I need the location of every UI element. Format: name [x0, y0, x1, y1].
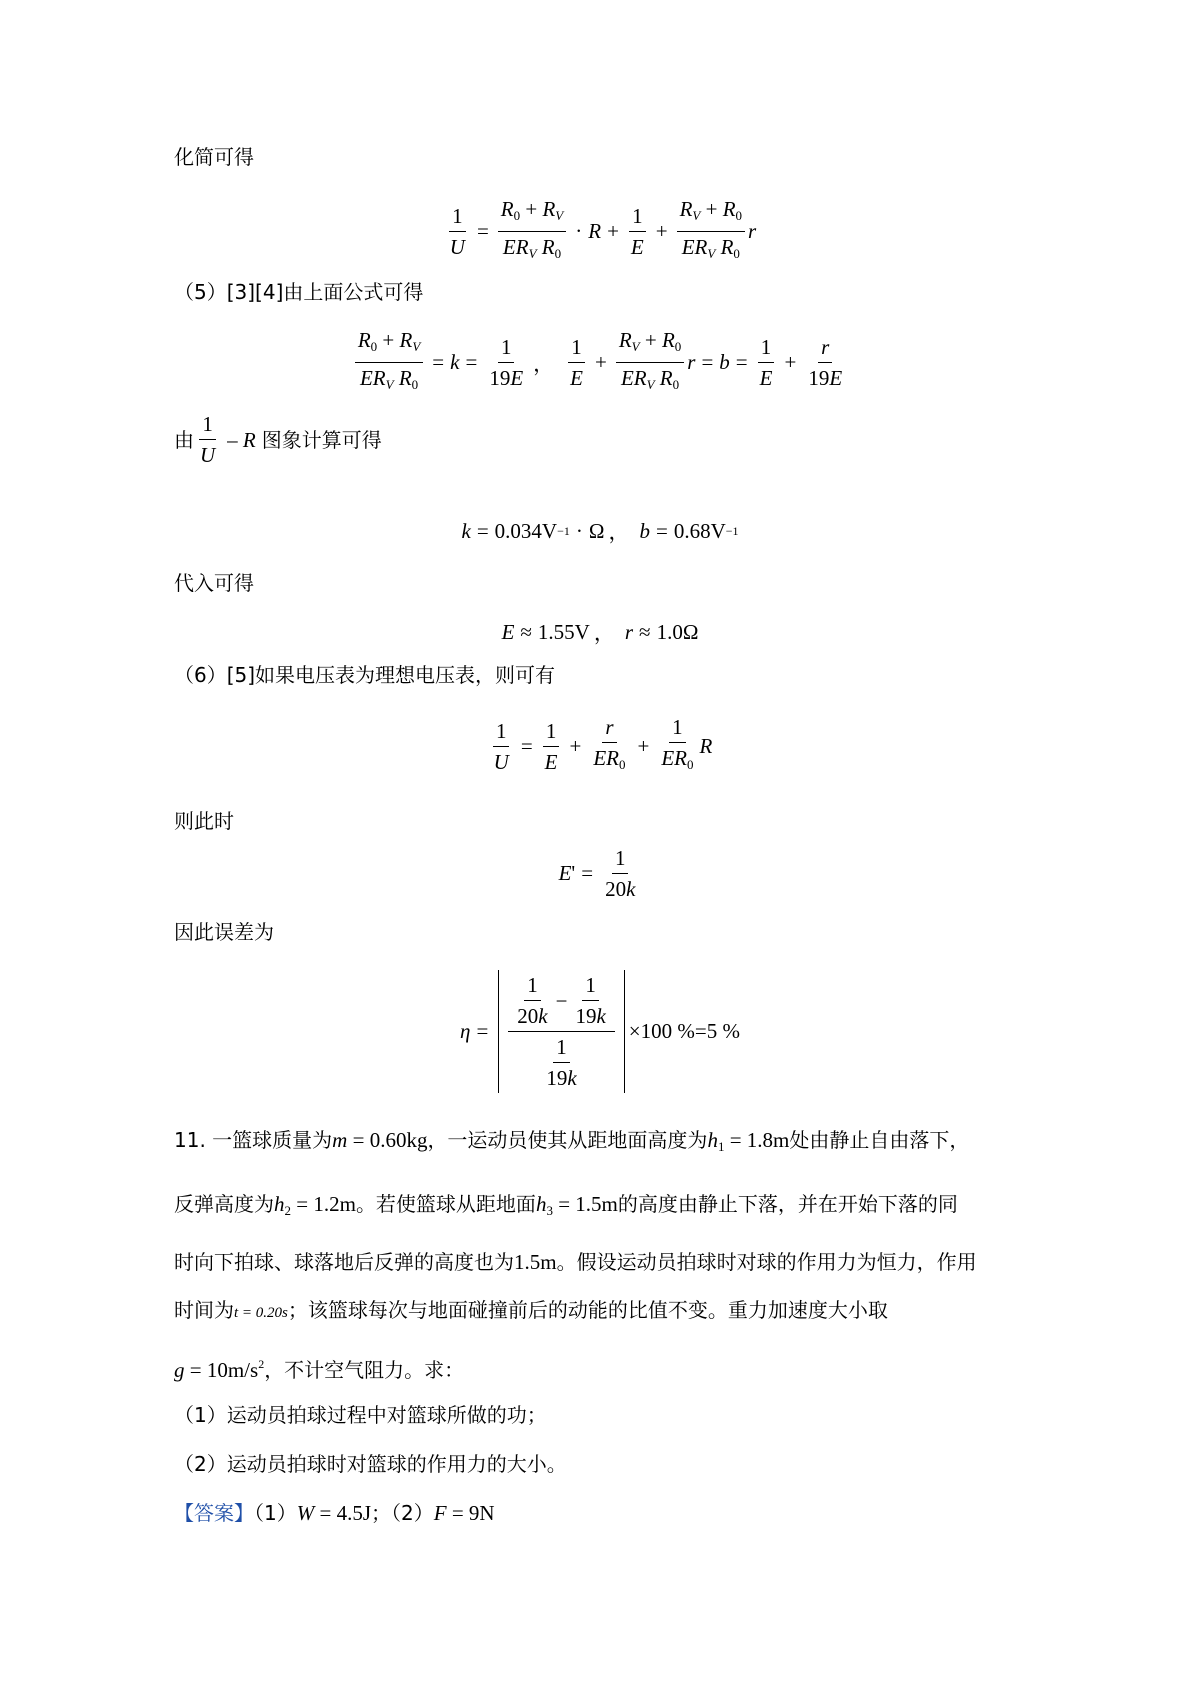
- equation-2: $\frac{R_0 + RV}{ERV R_0}$ = k = $\frac{1}{19E}$ ， $\frac{1}{E}$ + $\frac{RV + R_0}{ERV R_0}$ r = b = $\frac{1}{E}$ + $\frac{r}{19E}$: [0, 327, 1200, 398]
- problem11-line3: [174, 1248, 977, 1276]
- r-value: 1.0: [656, 619, 683, 644]
- text-by-pre: 由: [174, 427, 194, 452]
- p11-line4-b: ；该篮球每次与地面碰撞前后的动能的比值不变。重力加速度大小取: [287, 1298, 888, 1322]
- p11-line1-b: ，一运动员使其从距地面高度为: [427, 1128, 708, 1152]
- text-then: 则此时: [174, 809, 234, 833]
- p11-line1-a: 11. 一篮球质量为: [174, 1128, 333, 1152]
- percent-expr: ×100 %=5 %: [628, 1019, 740, 1043]
- answer-1-label: （1）: [254, 1501, 297, 1525]
- p11-line3-b: 。假设运动员拍球时对球的作用力为恒力，作用: [556, 1250, 977, 1274]
- text-q5-intro: （5）[3][4]由上面公式可得: [174, 280, 424, 304]
- p11-g-value: 10m/s: [206, 1358, 259, 1382]
- text-q6-intro: （6）[5]如果电压表为理想电压表，则可有: [174, 663, 556, 687]
- p11-line3-a: 时向下拍球、球落地后反弹的高度也为: [174, 1250, 514, 1274]
- equation-k-b: k = 0.034 V −1 · Ω ， b = 0.68 V −1: [461, 518, 739, 544]
- k-value: 0.034: [494, 518, 542, 543]
- problem11-line1: 11. 一篮球质量为m = 0.60kg，一运动员使其从距地面高度为$h_1 = 1.8m$处由静止自由落下，: [174, 1128, 970, 1154]
- text-by-post: 图象计算可得: [261, 427, 382, 452]
- equation-1: $\frac{1}{U}$ = $\frac{R_0 + RV}{ERV R_0}$ · R + $\frac{1}{E}$ + $\frac{RV + R_0}{ERV R_0}$ r: [449, 197, 757, 261]
- p11-line5-b: ，不计空气阻力。求：: [264, 1358, 465, 1382]
- answer-1-value: 4.5J: [336, 1501, 372, 1525]
- equation-eta: η = $\frac{1}{20k}$ − $\frac{1}{19k}$ $\frac{1}{19k}$ ×100 %=5 %: [0, 970, 1200, 1093]
- text-simplify: 化简可得: [174, 145, 254, 169]
- problem11-sub2: （2）运动员拍球时对篮球的作用力的大小。: [174, 1452, 567, 1476]
- p11-h1-value: 1.8m: [746, 1128, 790, 1152]
- problem11-line4: [174, 1296, 888, 1327]
- answer-sep: ；（2）: [371, 1501, 434, 1525]
- E-value: 1.55: [537, 619, 575, 644]
- equation-E-prime: E ' = $\frac{1}{20k}$: [558, 846, 636, 901]
- p11-line4-a: 时间为: [174, 1298, 234, 1322]
- p11-line1-c: 处由静止自由落下，: [789, 1128, 970, 1152]
- p11-h2-value: 1.2m: [313, 1192, 356, 1216]
- equation-E-r: E ≈ 1.55 V ， r ≈ 1.0 Ω: [501, 619, 699, 645]
- problem11-line2: 反弹高度为$h_2 = 1.2m$。若使篮球从距地面$h_3 = 1.5m$的高度由静止下落，并在开始下落的同: [174, 1192, 958, 1218]
- p11-h-value: 1.5m: [514, 1250, 557, 1274]
- text-hence: 因此误差为: [174, 920, 274, 944]
- text-substitute: 代入可得: [174, 571, 254, 595]
- problem11-answer: 【答案】（1）W = 4.5J；（2）F = 9N: [174, 1501, 495, 1525]
- b-value: 0.68: [673, 518, 711, 543]
- answer-mark: 【答案】: [174, 1501, 254, 1525]
- p11-line2-a: 反弹高度为: [174, 1192, 274, 1216]
- answer-2-value: 9N: [468, 1501, 495, 1525]
- p11-line2-c: 的高度由静止下落，并在开始下落的同: [617, 1192, 958, 1216]
- problem11-sub1: （1）运动员拍球过程中对篮球所做的功；: [174, 1403, 547, 1427]
- p11-line2-b: 。若使篮球从距地面: [355, 1192, 536, 1216]
- problem11-line5: $g = 10m/s^2$，不计空气阻力。求：: [174, 1357, 465, 1382]
- text-by-graph: 由 $\frac{1}{U}$ – R 图象计算可得: [174, 412, 382, 467]
- equation-ideal: $\frac{1}{U}$ = $\frac{1}{E}$ + $\frac{r}{ER_0}$ + $\frac{1}{ER_0}$ R: [493, 715, 713, 774]
- p11-m-value: 0.60kg: [369, 1128, 428, 1152]
- p11-h3-value: 1.5m: [575, 1192, 618, 1216]
- p11-t-expr: t = 0.20s: [234, 1305, 288, 1321]
